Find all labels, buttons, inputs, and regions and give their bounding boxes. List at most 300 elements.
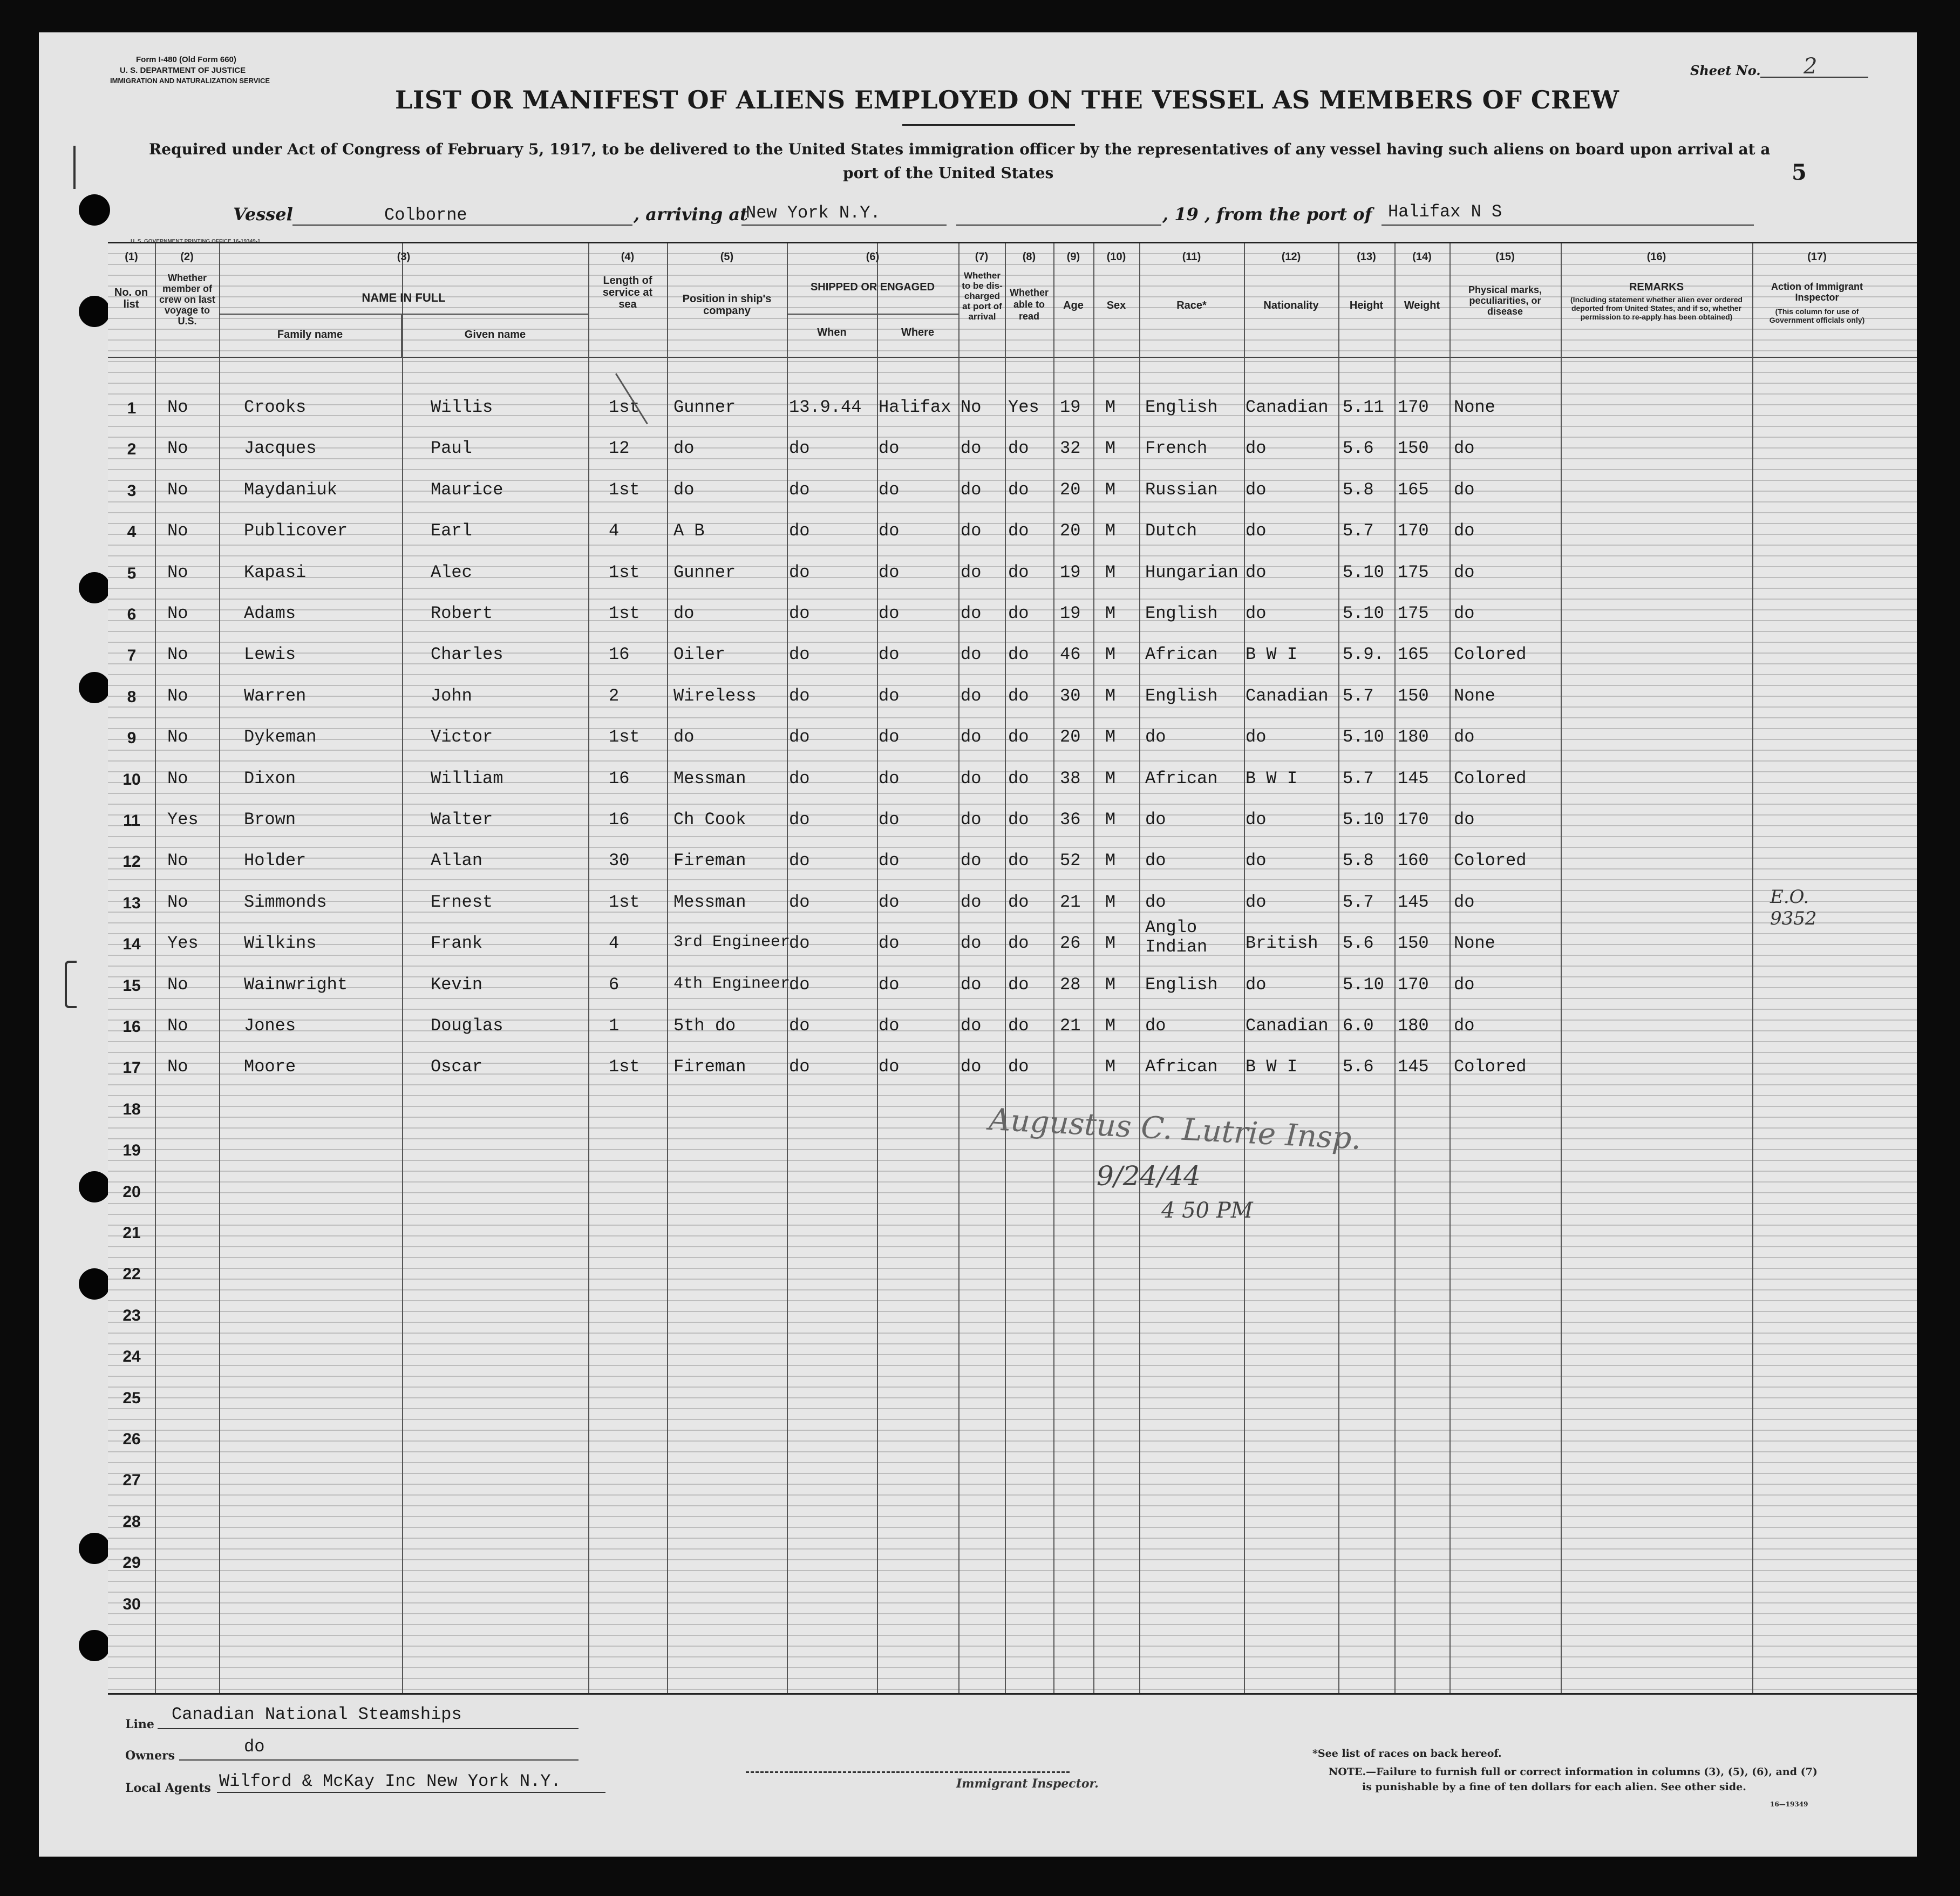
col-divider [1139, 243, 1140, 1693]
shipped-divider-rule [787, 314, 958, 315]
cell-race: Hungarian [1145, 562, 1238, 582]
punch-hole [79, 1171, 110, 1202]
cell-position: Fireman [673, 1057, 746, 1077]
cell-height: 5.10 [1343, 562, 1384, 582]
cell-sex: M [1105, 438, 1116, 459]
cell-read: do [1008, 644, 1029, 665]
cell-physical: do [1454, 603, 1475, 623]
owners-value: do [244, 1737, 265, 1757]
header-no-on-list: No. on list [114, 287, 148, 310]
cell-physical: do [1454, 892, 1475, 912]
cell-given: Frank [431, 933, 483, 954]
col-num-15: (15) [1495, 251, 1515, 263]
cell-when: do [789, 933, 810, 954]
col-num-3: (3) [397, 251, 411, 263]
cell-age: 28 [1060, 974, 1081, 995]
date-underline [956, 225, 1161, 226]
row-number: 17 [122, 1059, 141, 1077]
cell-length: 1 [609, 1016, 620, 1036]
cell-when: do [789, 892, 810, 912]
header-member: Whether member of crew on last voyage to U.S. [159, 273, 216, 327]
cell-position: 4th Engineer [673, 974, 791, 993]
cell-member: No [167, 685, 188, 706]
row-number: 16 [122, 1018, 141, 1036]
row-number: 12 [122, 853, 141, 871]
row-number: 25 [122, 1389, 141, 1407]
row-number: 11 [123, 812, 140, 830]
cell-read: do [1008, 933, 1029, 954]
cell-age: 46 [1060, 644, 1081, 665]
page-title: LIST OR MANIFEST OF ALIENS EMPLOYED ON THE VESSEL AS MEMBERS OF CREW [395, 85, 1619, 114]
punch-hole [79, 296, 110, 327]
header-remarks: REMARKS [1629, 281, 1684, 293]
cell-sex: M [1105, 397, 1116, 417]
col-divider [1752, 243, 1753, 1693]
cell-nationality: do [1246, 727, 1267, 747]
cell-race: African [1145, 644, 1218, 665]
cell-member: No [167, 644, 188, 665]
cell-member: No [167, 892, 188, 912]
cell-position: Fireman [673, 851, 746, 871]
cell-discharged: do [961, 768, 982, 789]
cell-age: 21 [1060, 1016, 1081, 1036]
cell-discharged: do [961, 685, 982, 706]
signature-time: 4 50 PM [1161, 1198, 1253, 1223]
cell-discharged: do [961, 1057, 982, 1077]
cell-when: do [789, 851, 810, 871]
cell-where: do [879, 768, 900, 789]
cell-height: 6.0 [1343, 1016, 1374, 1036]
header-where: Where [901, 327, 935, 338]
col-divider [667, 243, 668, 1693]
cell-race: English [1145, 974, 1218, 995]
cell-physical: do [1454, 479, 1475, 500]
cell-length: 2 [609, 685, 620, 706]
cell-physical: None [1454, 933, 1495, 954]
cell-sex: M [1105, 685, 1116, 706]
cell-length: 12 [609, 438, 630, 459]
cell-read: do [1008, 1057, 1029, 1077]
cell-nationality: do [1246, 438, 1267, 459]
header-position: Position in ship's company [682, 293, 772, 317]
col-divider [588, 243, 589, 1693]
row-number: 29 [122, 1554, 141, 1572]
cell-where: do [879, 1016, 900, 1036]
cell-length: 1st [609, 397, 640, 417]
cell-weight: 145 [1398, 1057, 1429, 1077]
cell-discharged: do [961, 479, 982, 500]
row-number: 15 [122, 976, 141, 995]
cell-read: do [1008, 727, 1029, 747]
col-divider [1394, 243, 1396, 1693]
cell-family: Lewis [244, 644, 296, 665]
header-name-in-full: NAME IN FULL [362, 291, 446, 304]
col-divider [1244, 243, 1245, 1693]
col-divider [219, 243, 220, 1693]
row-number: 24 [122, 1348, 141, 1366]
cell-sex: M [1105, 727, 1116, 747]
cell-where: do [879, 810, 900, 830]
cell-age: 20 [1060, 479, 1081, 500]
cell-member: No [167, 974, 188, 995]
cell-age: 21 [1060, 892, 1081, 912]
cell-family: Adams [244, 603, 296, 623]
cell-weight: 180 [1398, 1016, 1429, 1036]
cell-position: Gunner [673, 562, 736, 582]
cell-when: do [789, 521, 810, 541]
name-divider-rule [219, 314, 588, 315]
cell-sex: M [1105, 933, 1116, 954]
cell-position: 3rd Engineer [673, 933, 791, 952]
cell-position: Messman [673, 892, 746, 912]
cell-given: Walter [431, 810, 493, 830]
cell-physical: None [1454, 685, 1495, 706]
cell-where: do [879, 933, 900, 954]
cell-age: 19 [1060, 397, 1081, 417]
cell-race: do [1145, 727, 1166, 747]
cell-physical: do [1454, 810, 1475, 830]
cell-weight: 175 [1398, 562, 1429, 582]
cell-height: 5.7 [1343, 892, 1374, 912]
year-label: , 19 [1162, 204, 1199, 225]
cell-member: Yes [167, 810, 199, 830]
cell-when: do [789, 1016, 810, 1036]
cell-length: 1st [609, 1057, 640, 1077]
cell-read: do [1008, 603, 1029, 623]
cell-weight: 165 [1398, 644, 1429, 665]
col-divider [1053, 243, 1054, 1693]
row-number: 13 [122, 894, 141, 912]
cell-physical: Colored [1454, 851, 1527, 871]
cell-nationality: Canadian [1246, 397, 1329, 417]
cell-when: do [789, 768, 810, 789]
col-num-8: (8) [1022, 251, 1036, 263]
cell-sex: M [1105, 810, 1116, 830]
subtitle-line-1: Required under Act of Congress of February 5, 1917, to be delivered to the United States immigration officer by the representatives of any vessel having such aliens on board upon arrival at a [149, 140, 1771, 158]
cell-height: 5.7 [1343, 521, 1374, 541]
cell-where: do [879, 892, 900, 912]
header-race: Race* [1176, 300, 1207, 311]
header-action: Action of Immigrant Inspector [1771, 281, 1863, 303]
row-number: 27 [122, 1471, 141, 1490]
col-divider [1005, 243, 1006, 1693]
cell-given: Earl [431, 521, 472, 541]
col-divider [402, 243, 403, 1693]
col-num-16: (16) [1646, 251, 1666, 263]
cell-race: do [1145, 851, 1166, 871]
row-number: 6 [127, 606, 137, 623]
cell-race: English [1145, 603, 1218, 623]
cell-age: 20 [1060, 521, 1081, 541]
cell-height: 5.10 [1343, 810, 1384, 830]
cell-read: do [1008, 892, 1029, 912]
cell-where: do [879, 603, 900, 623]
header-sex: Sex [1106, 300, 1126, 311]
vessel-name: Colborne [384, 205, 467, 225]
cell-given: Alec [431, 562, 472, 582]
cell-member: No [167, 1057, 188, 1077]
cell-physical: Colored [1454, 644, 1527, 665]
cell-when: 13.9.44 [789, 397, 862, 417]
cell-where: do [879, 521, 900, 541]
cell-family: Wilkins [244, 933, 317, 954]
cell-discharged: do [961, 974, 982, 995]
row-number: 1 [127, 399, 137, 417]
cell-nationality: British [1246, 933, 1318, 954]
header-when: When [817, 327, 847, 338]
cell-height: 5.6 [1343, 438, 1374, 459]
agents-underline [217, 1792, 605, 1793]
col-divider [155, 243, 156, 1693]
cell-length: 1st [609, 727, 640, 747]
header-discharged: Whether to be dis-charged at port of arrival [962, 270, 1003, 322]
cell-member: No [167, 603, 188, 623]
cell-sex: M [1105, 644, 1116, 665]
cell-race: African [1145, 768, 1218, 789]
header-given-name: Given name [464, 329, 526, 341]
cell-position: Gunner [673, 397, 736, 417]
cell-member: No [167, 438, 188, 459]
cell-height: 5.10 [1343, 974, 1384, 995]
cell-nationality: do [1246, 521, 1267, 541]
cell-when: do [789, 727, 810, 747]
col-num-17: (17) [1807, 251, 1827, 263]
cell-physical: None [1454, 397, 1495, 417]
cell-position: A B [673, 521, 705, 541]
col-num-12: (12) [1281, 251, 1301, 263]
cell-member: Yes [167, 933, 199, 954]
cell-when: do [789, 974, 810, 995]
header-physical: Physical marks, peculiarities, or disease [1468, 284, 1542, 317]
cell-sex: M [1105, 603, 1116, 623]
cell-discharged: do [961, 810, 982, 830]
cell-race: do [1145, 810, 1166, 830]
cell-physical: do [1454, 727, 1475, 747]
cell-discharged: do [961, 892, 982, 912]
from-port-label: , from the port of [1204, 204, 1372, 225]
cell-length: 16 [609, 810, 630, 830]
cell-member: No [167, 479, 188, 500]
cell-family: Publicover [244, 521, 348, 541]
header-able-to-read: Whether able to read [1010, 287, 1049, 322]
punch-hole [79, 1630, 110, 1661]
cell-member: No [167, 521, 188, 541]
inspector-signature: Augustus C. Lutrie Insp. [988, 1102, 1362, 1157]
cell-read: do [1008, 685, 1029, 706]
col-num-4: (4) [621, 251, 635, 263]
sheet-label: Sheet No. [1690, 63, 1761, 78]
cell-race: Russian [1145, 479, 1218, 500]
cell-age: 26 [1060, 933, 1081, 954]
cell-physical: do [1454, 974, 1475, 995]
row-number: 26 [122, 1430, 141, 1448]
cell-where: do [879, 727, 900, 747]
manifest-table [108, 242, 1917, 1695]
subtitle-line-2: port of the United States [843, 164, 1054, 182]
arriving-underline [741, 225, 947, 226]
cell-nationality: Canadian [1246, 1016, 1329, 1036]
cell-read: do [1008, 768, 1029, 789]
cell-where: do [879, 479, 900, 500]
cell-age: 32 [1060, 438, 1081, 459]
cell-physical: Colored [1454, 1057, 1527, 1077]
cell-length: 1st [609, 562, 640, 582]
cell-member: No [167, 768, 188, 789]
arriving-label: , arriving at [634, 204, 748, 225]
cell-sex: M [1105, 974, 1116, 995]
manifest-sheet [39, 32, 1917, 1857]
cell-given: Maurice [431, 479, 503, 500]
cell-length: 1st [609, 479, 640, 500]
header-weight: Weight [1404, 300, 1440, 311]
cell-family: Holder [244, 851, 307, 871]
cell-height: 5.6 [1343, 933, 1374, 954]
cell-read: do [1008, 479, 1029, 500]
row-number: 23 [122, 1306, 141, 1324]
col-num-1: (1) [125, 251, 138, 263]
cell-race: African [1145, 1057, 1218, 1077]
cell-weight: 150 [1398, 438, 1429, 459]
cell-height: 5.9. [1343, 644, 1384, 665]
row-number: 3 [127, 481, 137, 500]
punch-hole [79, 572, 110, 603]
cell-physical: Colored [1454, 768, 1527, 789]
cell-nationality: B W I [1246, 768, 1298, 789]
cell-weight: 160 [1398, 851, 1429, 871]
cell-height: 5.11 [1343, 397, 1384, 417]
cell-read: do [1008, 810, 1029, 830]
cell-position: do [673, 438, 695, 459]
cell-when: do [789, 562, 810, 582]
cell-family: Kapasi [244, 562, 307, 582]
form-id: Form I-480 (Old Form 660) [136, 55, 236, 64]
cell-sex: M [1105, 892, 1116, 912]
cell-read: Yes [1008, 397, 1039, 417]
agents-value: Wilford & McKay Inc New York N.Y. [219, 1771, 561, 1791]
cell-weight: 150 [1398, 685, 1429, 706]
cell-given: Robert [431, 603, 493, 623]
cell-position: 5th do [673, 1016, 736, 1036]
cell-nationality: Canadian [1246, 685, 1329, 706]
cell-race: English [1145, 397, 1218, 417]
cell-given: John [431, 685, 472, 706]
cell-read: do [1008, 562, 1029, 582]
col-divider [787, 243, 788, 1693]
header-height: Height [1349, 300, 1384, 311]
punch-hole [79, 1533, 110, 1564]
cell-length: 30 [609, 851, 630, 871]
cell-family: Warren [244, 685, 307, 706]
cell-height: 5.10 [1343, 727, 1384, 747]
cell-where: do [879, 851, 900, 871]
row-number: 20 [122, 1183, 141, 1201]
col-divider [1449, 243, 1451, 1693]
cell-weight: 145 [1398, 892, 1429, 912]
cell-where: do [879, 685, 900, 706]
row-number: 5 [127, 564, 137, 582]
cell-weight: 175 [1398, 603, 1429, 623]
cell-age: 20 [1060, 727, 1081, 747]
row-number: 30 [122, 1595, 141, 1613]
from-port: Halifax N S [1388, 202, 1502, 222]
cell-discharged: do [961, 603, 982, 623]
cell-given: Charles [431, 644, 503, 665]
col-num-13: (13) [1357, 251, 1376, 263]
owners-underline [179, 1759, 579, 1761]
row-number: 2 [127, 440, 137, 459]
cell-family: Crooks [244, 397, 307, 417]
vessel-label: Vessel [233, 204, 293, 225]
cell-when: do [789, 685, 810, 706]
sheet-no: 2 [1804, 54, 1818, 79]
cell-nationality: do [1246, 479, 1267, 500]
cell-nationality: do [1246, 603, 1267, 623]
cell-age: 19 [1060, 603, 1081, 623]
cell-sex: M [1105, 562, 1116, 582]
cell-weight: 170 [1398, 974, 1429, 995]
row-number: 10 [122, 770, 141, 789]
cell-position: do [673, 479, 695, 500]
cell-race: do [1145, 892, 1166, 912]
cell-discharged: do [961, 562, 982, 582]
row-number: 22 [122, 1265, 141, 1283]
cell-weight: 165 [1398, 479, 1429, 500]
cell-family: Dykeman [244, 727, 317, 747]
cell-given: Oscar [431, 1057, 483, 1077]
row-number: 28 [122, 1512, 141, 1531]
form-code: 16—19349 [1770, 1800, 1808, 1808]
cell-sex: M [1105, 479, 1116, 500]
cell-age: 38 [1060, 768, 1081, 789]
cell-nationality: do [1246, 974, 1267, 995]
cell-where: do [879, 438, 900, 459]
header-family-name: Family name [277, 329, 343, 341]
cell-given: Kevin [431, 974, 483, 995]
cell-length: 6 [609, 974, 620, 995]
cell-given: Douglas [431, 1016, 503, 1036]
cell-length: 4 [609, 933, 620, 954]
cell-weight: 145 [1398, 768, 1429, 789]
cell-discharged: do [961, 727, 982, 747]
cell-weight: 170 [1398, 521, 1429, 541]
cell-height: 5.7 [1343, 768, 1374, 789]
col-divider [877, 243, 878, 1693]
col-num-9: (9) [1066, 251, 1080, 263]
penalty-note-line-2: is punishable by a fine of ten dollars for each alien. See other side. [1362, 1781, 1746, 1793]
punch-hole [79, 672, 110, 703]
cell-age: 30 [1060, 685, 1081, 706]
cell-physical: do [1454, 1016, 1475, 1036]
cell-given: Ernest [431, 892, 493, 912]
cell-member: No [167, 397, 188, 417]
cell-position: Ch Cook [673, 810, 746, 830]
cell-discharged: do [961, 521, 982, 541]
row-number: 4 [127, 523, 137, 541]
header-age: Age [1063, 300, 1084, 311]
row-number: 21 [122, 1224, 141, 1242]
row-number: 9 [127, 729, 137, 747]
cell-family: Wainwright [244, 974, 348, 995]
arriving-port: New York N.Y. [746, 203, 881, 223]
cell-position: Wireless [673, 685, 757, 706]
cell-position: do [673, 727, 695, 747]
cell-discharged: do [961, 644, 982, 665]
cell-height: 5.7 [1343, 685, 1374, 706]
header-nationality: Nationality [1263, 300, 1319, 311]
cell-nationality: do [1246, 810, 1267, 830]
cell-read: do [1008, 974, 1029, 995]
cell-weight: 170 [1398, 810, 1429, 830]
